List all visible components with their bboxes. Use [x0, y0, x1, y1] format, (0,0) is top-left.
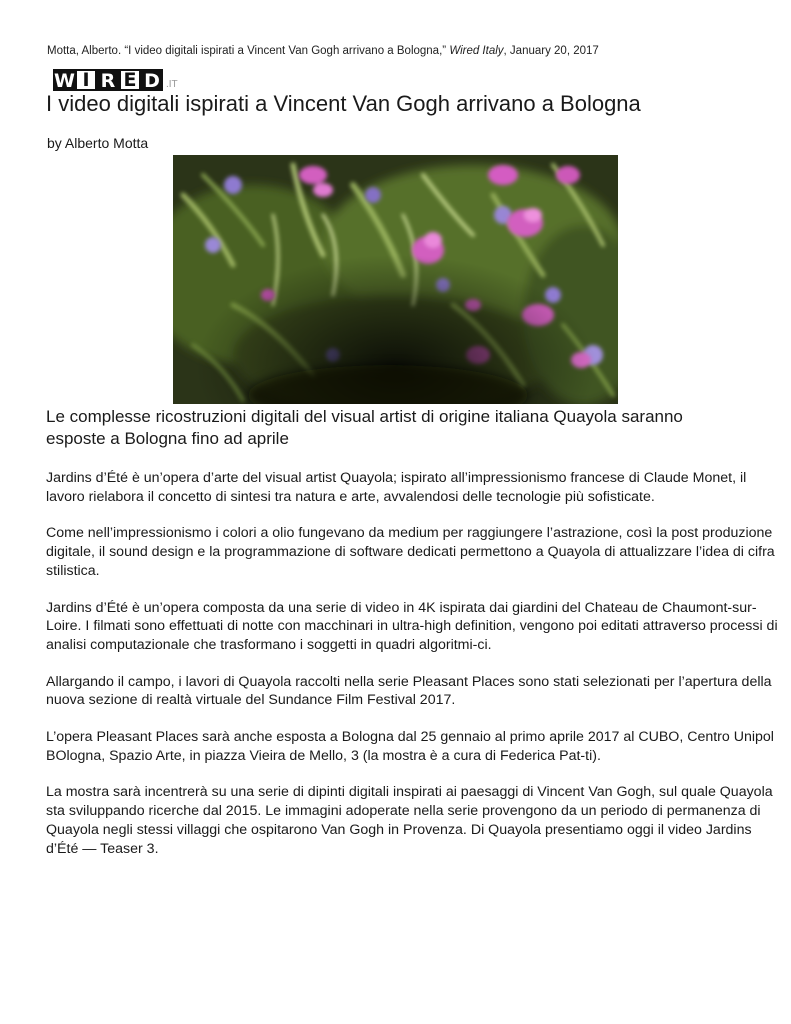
citation-line [47, 44, 599, 58]
citation-publication: Wired Italy [449, 45, 504, 57]
logo-suffix: .IT [166, 79, 178, 90]
logo-letter-w: W [54, 70, 75, 92]
logo-letter-e: E [119, 69, 141, 91]
citation-prefix: Motta, Alberto. “I video digitali ispirati a Vincent Van Gogh arrivano a Bologna,” [47, 45, 447, 57]
article-subtitle: Le complesse ricostruzioni digitali del visual artist di origine italiana Quayola saranno esposte a Bologna fino ad aprile [46, 407, 683, 448]
logo-letter-d: D [141, 69, 163, 91]
article-paragraph: L’opera Pleasant Places sarà anche esposta a Bologna dal 25 gennaio al primo aprile 2017 al CUBO, Centro Unipol BOlogna, Spazio Arte, in piazza Vieira de Mello, 3 (la mostra è a cura di Federica Pat-ti). [46, 729, 774, 764]
article-title: I video digitali ispirati a Vincent Van Gogh arrivano a Bologna [46, 91, 641, 116]
article-paragraph: La mostra sarà incentrerà su una serie di dipinti digitali inspirati ai paesaggi di Vincent Van Gogh, sul quale Quayola sta sviluppando ricerche dal 2015. Le immagini adoperate nella serie provengono da un periodo di permanenza di Quayola negli stessi villaggi che ospitarono Van Gogh in Provenza. Di Quayola presentiamo oggi il video Jardins d’Été — Teaser 3. [46, 784, 773, 857]
article-paragraph: Allargando il campo, i lavori di Quayola raccolti nella serie Pleasant Places sono stati selezionati per l’apertura della nuova sezione di realtà virtuale del Sundance Film Festival 2017. [46, 673, 772, 709]
wired-logo [53, 67, 178, 91]
article-paragraph: Jardins d’Été è un’opera composta da una serie di video in 4K ispirata dai giardini del Chateau de Chaumont-sur-Loire. I filmati sono effettuati di notte con macchinari in ultra-high definition, vengono poi editati attraverso processi di analisi computazionale che trasformano i soggetti in quadri algoritmi-ci. [46, 599, 778, 653]
citation-date: , January 20, 2017 [503, 45, 599, 57]
article-body [46, 469, 781, 876]
logo-letter-r: R [97, 69, 119, 91]
hero-image-garden-flowers [173, 155, 618, 404]
article-byline: by Alberto Motta [47, 135, 149, 151]
article-paragraph: Come nell’impressionismo i colori a olio fungevano da medium per raggiungere l’astrazione, così la post produzione digitale, il sound design e la programmazione di software dedicati permettono a Quayola di attualizzare l’idea di cifra stilistica. [46, 525, 775, 579]
article-paragraph: Jardins d’Été è un’opera d’arte del visual artist Quayola; ispirato all’impressionismo francese di Claude Monet, il lavoro rielabora il concetto di sintesi tra natura e arte, avvalendosi delle tecnologie più sofisticate. [46, 470, 747, 505]
logo-letter-i: I [75, 69, 97, 91]
